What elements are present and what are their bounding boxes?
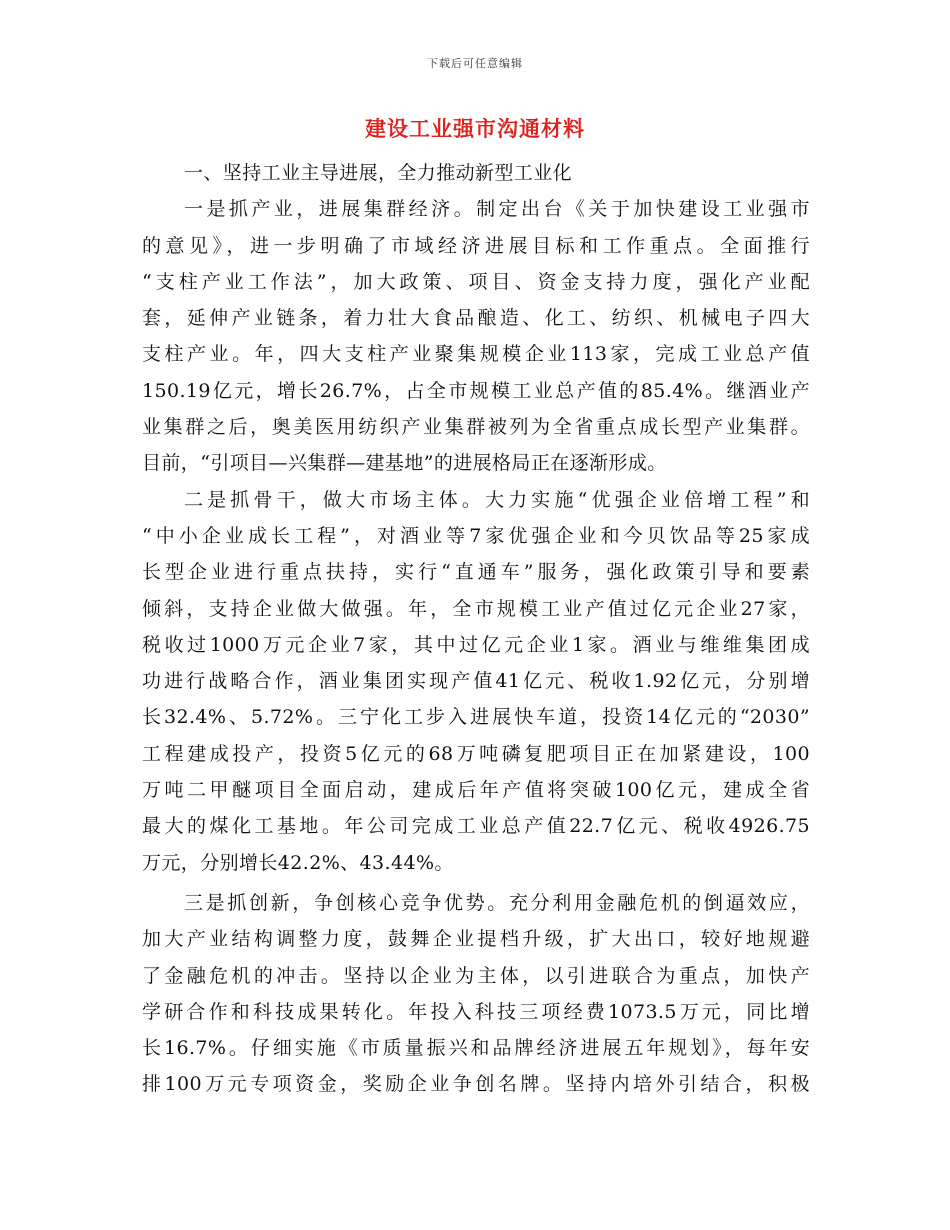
paragraph-line: 长16.7%。仔细实施《市质量振兴和品牌经济进展五年规划》，每年安 bbox=[142, 1037, 810, 1060]
paragraph-line: 排100万元专项资金，奖励企业争创名牌。坚持内培外引结合，积极 bbox=[142, 1073, 810, 1096]
paragraph-line: 套，延伸产业链条，着力壮大食品酿造、化工、纺织、机械电子四大 bbox=[142, 307, 810, 330]
paragraph-2 bbox=[142, 482, 810, 881]
document-body bbox=[142, 155, 810, 1103]
section-heading: 一、坚持工业主导进展，全力推动新型工业化 bbox=[184, 162, 573, 184]
document-title: 建设工业强市沟通材料 bbox=[365, 116, 585, 141]
paragraph-line: “中小企业成长工程”，对酒业等7家优强企业和今贝饮品等25家成 bbox=[142, 524, 810, 547]
paragraph-line: 150.19亿元，增长26.7%，占全市规模工业总产值的85.4%。继酒业产 bbox=[142, 379, 810, 402]
paragraph-line: 学研合作和科技成果转化。年投入科技三项经费1073.5万元，同比增 bbox=[142, 1000, 810, 1023]
paragraph-line: 加大产业结构调整力度，鼓舞企业提档升级，扩大出口，较好地规避 bbox=[142, 928, 810, 951]
paragraph-line: 万吨二甲醚项目全面启动，建成后年产值将突破100亿元，建成全省 bbox=[142, 779, 810, 802]
paragraph-line: 倾斜，支持企业做大做强。年，全市规模工业产值过亿元企业27家， bbox=[142, 597, 810, 620]
paragraph-line: 的意见》，进一步明确了市域经济进展目标和工作重点。全面推行 bbox=[142, 234, 810, 257]
paragraph-line: 长型企业进行重点扶持，实行“直通车”服务，强化政策引导和要素 bbox=[142, 561, 810, 584]
paragraph-line: 最大的煤化工基地。年公司完成工业总产值22.7亿元、税收4926.75 bbox=[142, 815, 810, 838]
paragraph-line: 了金融危机的冲击。坚持以企业为主体，以引进联合为重点，加快产 bbox=[142, 964, 810, 987]
paragraph-line: 三是抓创新，争创核心竞争优势。充分利用金融危机的倒逼效应， bbox=[184, 891, 810, 914]
paragraph-line: 万元，分别增长42.2%、43.44%。 bbox=[142, 851, 454, 874]
paragraph-line: 一是抓产业，进展集群经济。制定出台《关于加快建设工业强市 bbox=[184, 198, 810, 221]
paragraph-line: 长32.4%、5.72%。三宁化工步入进展快车道，投资14亿元的“2030” bbox=[142, 706, 810, 729]
paragraph-line: 业集群之后，奥美医用纺织产业集群被列为全省重点成长型产业集群。 bbox=[142, 416, 810, 439]
paragraph-line: 工程建成投产，投资5亿元的68万吨磷复肥项目正在加紧建设，100 bbox=[142, 742, 810, 765]
paragraph-line: “支柱产业工作法”，加大政策、项目、资金支持力度，强化产业配 bbox=[142, 270, 810, 293]
paragraph-line: 目前，“引项目—兴集群—建基地”的进展格局正在逐渐形成。 bbox=[142, 452, 667, 475]
paragraph-line: 功进行战略合作，酒业集团实现产值41亿元、税收1.92亿元，分别增 bbox=[142, 670, 810, 693]
page-header-note: 下载后可任意编辑 bbox=[427, 57, 523, 70]
paragraph-1 bbox=[142, 191, 810, 481]
paragraph-line: 二是抓骨干，做大市场主体。大力实施“优强企业倍增工程”和 bbox=[184, 488, 810, 511]
paragraph-line: 税收过1000万元企业7家，其中过亿元企业1家。酒业与维维集团成 bbox=[142, 633, 810, 656]
paragraph-3 bbox=[142, 885, 810, 1103]
paragraph-line: 支柱产业。年，四大支柱产业聚集规模企业113家，完成工业总产值 bbox=[142, 343, 810, 366]
